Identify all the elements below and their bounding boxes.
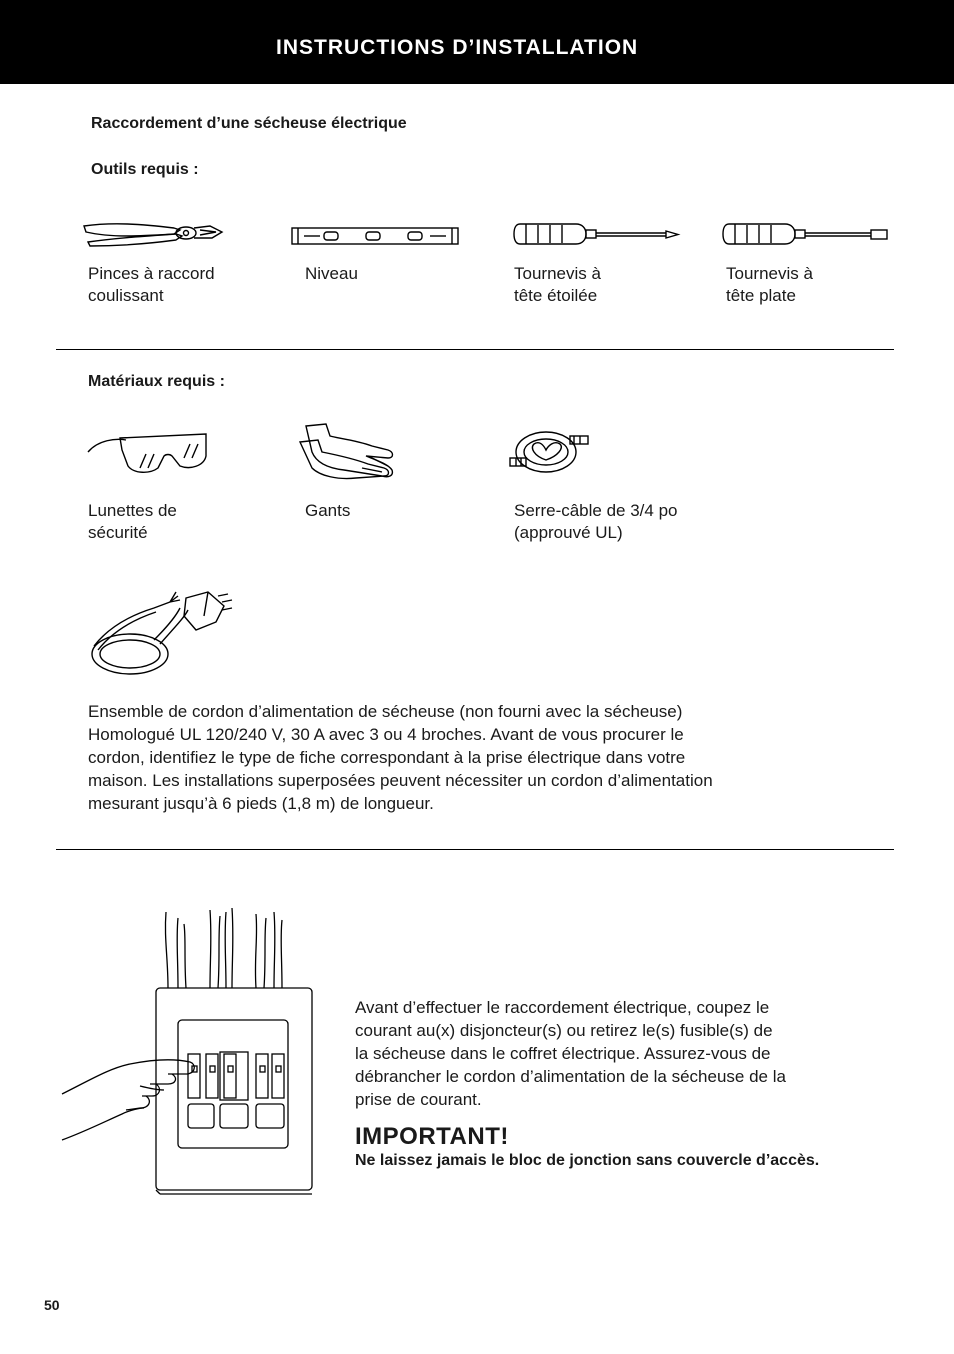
warning-text: Avant d’effectuer le raccordement électrique, coupez le courant au(x) disjoncteur(s) ou retirez le(s) fusible(s) de la sécheuse dans le coffret électrique. Assurez-vous de débrancher le cordon d’alimentation de la sécheuse de la prise de courant.	[355, 998, 786, 1109]
page-number: 50	[44, 1297, 60, 1313]
tool-label-pliers: Pinces à raccord coulissant	[88, 264, 215, 305]
material-label-strain-relief: Serre-câble de 3/4 po (approuvé UL)	[514, 501, 678, 542]
page-title: INSTRUCTIONS D’INSTALLATION	[276, 36, 639, 59]
flat-screwdriver-icon	[721, 220, 891, 248]
tools-heading: Outils requis :	[91, 161, 199, 178]
important-heading: IMPORTANT!	[355, 1123, 509, 1150]
tool-label-phillips: Tournevis à tête étoilée	[514, 264, 601, 305]
important-text: Ne laissez jamais le bloc de jonction sans couvercle d’accès.	[355, 1152, 820, 1169]
tool-label-flat: Tournevis à tête plate	[726, 264, 813, 305]
slip-joint-pliers-icon	[82, 218, 226, 250]
cord-description: Ensemble de cordon d’alimentation de sécheuse (non fourni avec la sécheuse) Homologué UL 120/240 V, 30 A avec 3 ou 4 broches. Avant de vous procurer le cordon, identifiez le type de fiche correspondant à la prise électrique dans votre maison. Les installations superposées peuvent nécessiter un cordon d’alimentation mesurant jusqu’à 6 pieds (1,8 m) de longueur.	[88, 702, 713, 813]
strain-relief-icon	[508, 426, 592, 476]
divider	[56, 849, 894, 850]
header-bar	[0, 0, 954, 84]
breaker-panel-icon	[60, 908, 320, 1196]
tool-label-level: Niveau	[305, 264, 358, 283]
materials-heading: Matériaux requis :	[88, 373, 225, 390]
section-title: Raccordement d’une sécheuse électrique	[91, 115, 407, 132]
material-label-glasses: Lunettes de sécurité	[88, 501, 177, 542]
material-label-gloves: Gants	[305, 501, 351, 520]
divider	[56, 349, 894, 350]
phillips-screwdriver-icon	[512, 220, 682, 248]
gloves-icon	[296, 422, 400, 482]
power-cord-icon	[88, 588, 238, 680]
safety-glasses-icon	[86, 430, 210, 478]
level-icon	[290, 224, 460, 248]
